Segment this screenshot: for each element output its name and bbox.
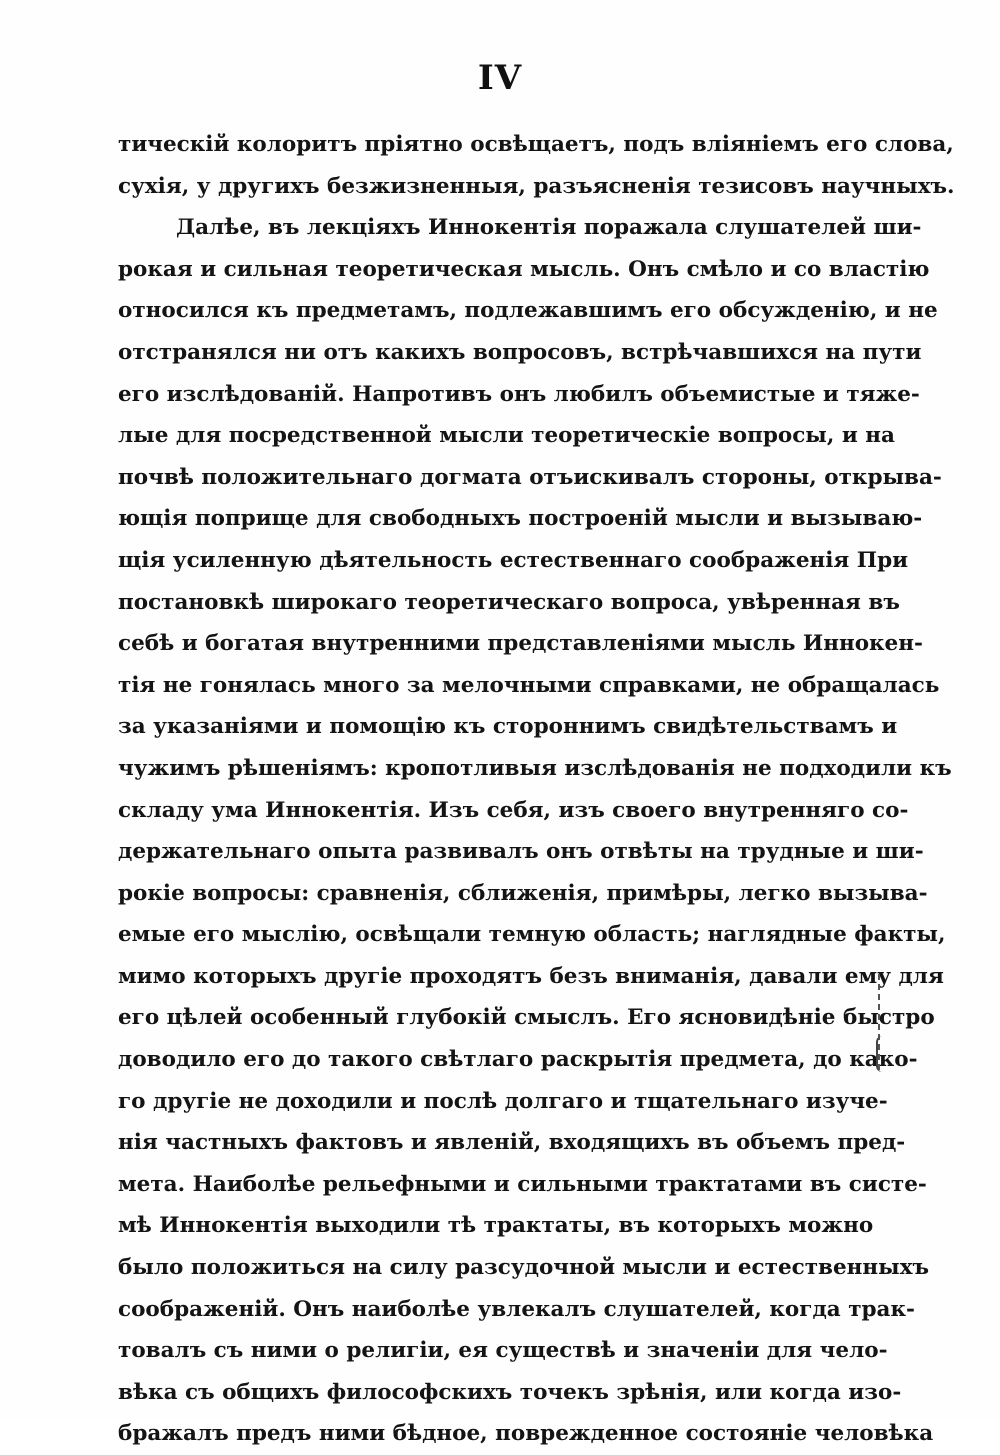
text-line: почвѣ положительнаго догмата отъискивалъ стороны, открыва- (118, 464, 942, 490)
page-number: IV (477, 58, 523, 98)
text-line: за указаніями и помощію къ стороннимъ свидѣтельствамъ и (118, 714, 898, 740)
text-line: рокіе вопросы: сравненія, сближенія, примѣры, легко вызыва- (118, 880, 928, 906)
text-line: соображеній. Онъ наиболѣе увлекалъ слушателей, когда трак- (118, 1296, 915, 1322)
text-line: доводило его до такого свѣтлаго раскрытія предмета, до како- (118, 1047, 918, 1073)
text-line: го другіе не доходили и послѣ долгаго и тщательнаго изуче- (118, 1088, 888, 1114)
text-line: мѣ Иннокентія выходили тѣ трактаты, въ которыхъ можно (118, 1213, 874, 1239)
text-line: было положиться на силу разсудочной мысли и естественныхъ (118, 1255, 930, 1281)
text-line: щія усиленную дѣятельность естественнаго соображенія При (118, 547, 909, 573)
text-line: сухія, у другихъ безжизненныя, разъясненія тезисовъ научныхъ. (118, 173, 955, 199)
text-line: мета. Наиболѣе рельефными и сильными трактатами въ систе- (118, 1171, 927, 1197)
text-line: отстранялся ни отъ какихъ вопросовъ, встрѣчавшихся на пути (118, 339, 922, 365)
text-line: нія частныхъ фактовъ и явленій, входящихъ въ объемъ пред- (118, 1130, 906, 1156)
text-line: рокая и сильная теоретическая мысль. Онъ смѣло и со властію (118, 256, 930, 282)
text-line: мимо которыхъ другіе проходятъ безъ вниманія, давали ему для (118, 963, 944, 989)
text-line: чужимъ рѣшеніямъ: кропотливыя изслѣдованія не подходили къ (118, 755, 952, 781)
text-line: себѣ и богатая внутренними представленіями мысль Иннокен- (118, 631, 923, 657)
text-line: его цѣлей особенный глубокій смыслъ. Его ясновидѣніе быстро (118, 1005, 935, 1031)
text-line: тическій колоритъ пріятно освѣщаетъ, подъ вліяніемъ его слова, (118, 132, 954, 157)
text-line: его изслѣдованій. Напротивъ онъ любилъ объемистые и тяже- (118, 381, 920, 407)
text-line: бражалъ предъ ними бѣдное, поврежденное состояніе человѣка (118, 1421, 934, 1447)
text-line: постановкѣ широкаго теоретическаго вопроса, увѣренная въ (118, 589, 900, 615)
text-line: тія не гонялась много за мелочными справками, не обращалась (118, 672, 940, 698)
text-line: товалъ съ ними о религіи, ея существѣ и значеніи для чело- (118, 1338, 888, 1364)
text-line: держательнаго опыта развивалъ онъ отвѣты на трудные и ши- (118, 839, 924, 865)
body-text (118, 124, 955, 1455)
text-line: Далѣе, въ лекціяхъ Иннокентія поражала слушателей ши- (176, 215, 922, 241)
text-line: ющія поприще для свободныхъ построеній мысли и вызываю- (118, 506, 923, 532)
text-line: относился къ предметамъ, подлежавшимъ его обсужденію, и не (118, 298, 938, 324)
text-line: емые его мыслію, освѣщали темную область; наглядные факты, (118, 922, 946, 948)
text-line: вѣка съ общихъ философскихъ точекъ зрѣнія, или когда изо- (118, 1379, 902, 1405)
text-line: складу ума Иннокентія. Изъ себя, изъ своего внутренняго со- (118, 797, 909, 823)
margin-bracket (876, 1036, 884, 1072)
text-line: лые для посредственной мысли теоретическіе вопросы, и на (118, 423, 895, 449)
